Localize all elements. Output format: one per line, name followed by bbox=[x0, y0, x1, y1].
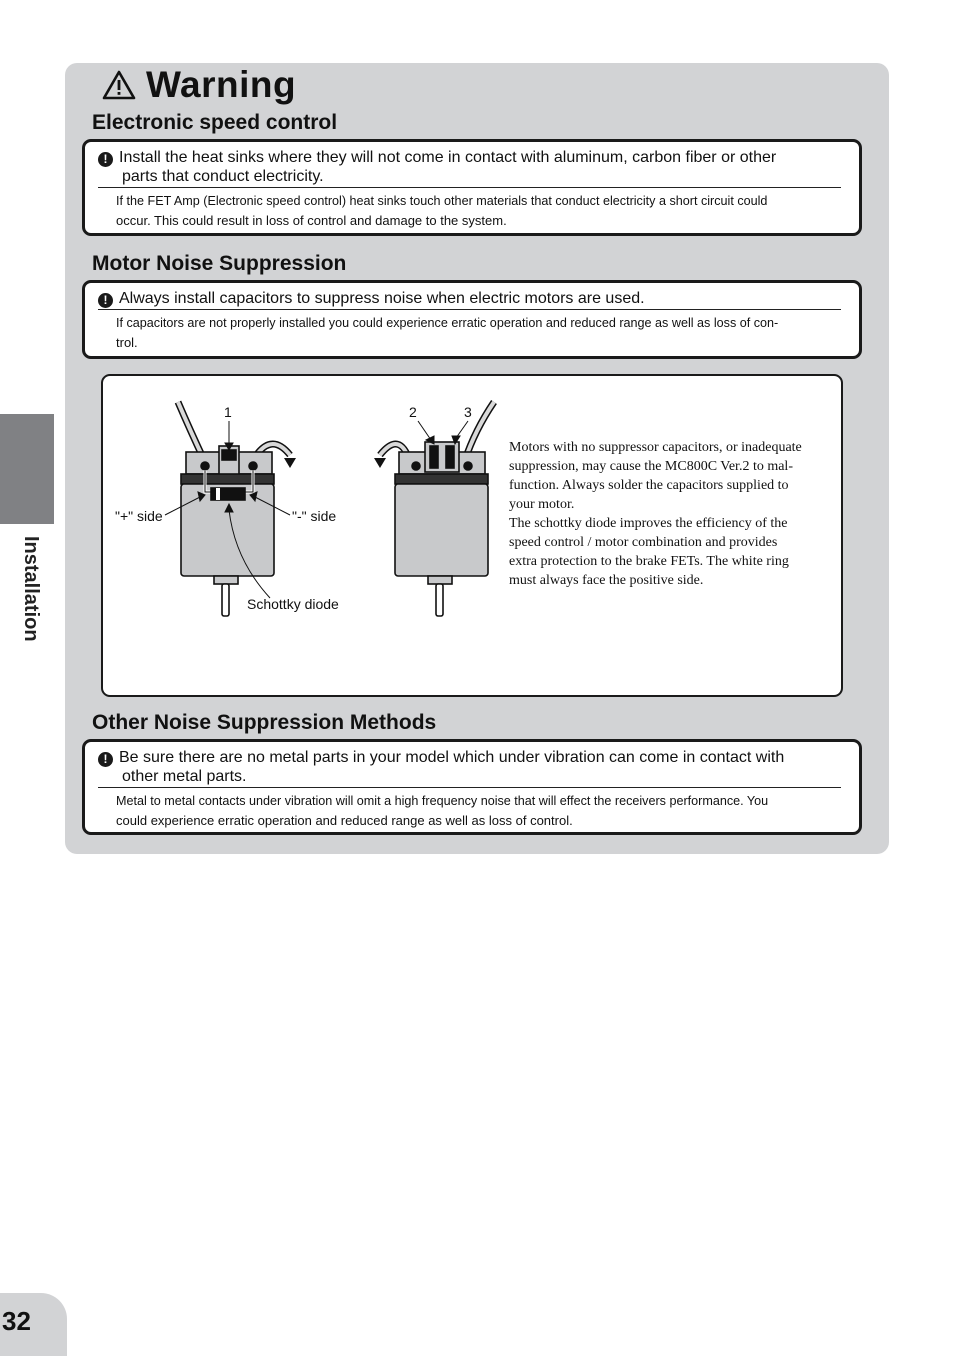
exclamation-icon: ! bbox=[98, 752, 113, 767]
side-tab-text: Installation bbox=[20, 536, 42, 642]
motor-main-line1: Always install capacitors to suppress noise when electric motors are used. bbox=[119, 290, 645, 307]
exclamation-icon: ! bbox=[98, 293, 113, 308]
diagram-label-3: 3 bbox=[464, 404, 472, 420]
diagram-text-line: function. Always solder the capacitors supplied to bbox=[509, 478, 789, 493]
exclamation-icon: ! bbox=[98, 152, 113, 167]
other-sub-text bbox=[116, 792, 841, 830]
other-sub-line2: could experience erratic operation and reduced range as well as loss of control. bbox=[116, 813, 573, 828]
other-sub-line1: Metal to metal contacts under vibration will omit a high frequency noise that will effect the receivers performance. You bbox=[116, 794, 769, 808]
esc-main-line1: Install the heat sinks where they will not come in contact with aluminum, carbon fiber or other bbox=[119, 149, 777, 166]
section-side-tab bbox=[0, 414, 54, 524]
diagram-text-line: Motors with no suppressor capacitors, or inadequate bbox=[509, 440, 802, 455]
other-main-text bbox=[98, 748, 841, 788]
other-warning-box bbox=[82, 739, 862, 835]
diagram-label-1: 1 bbox=[224, 404, 232, 420]
esc-main-line2: parts that conduct electricity. bbox=[122, 168, 324, 185]
esc-heading: Electronic speed control bbox=[92, 111, 338, 134]
esc-sub-line2: occur. This could result in loss of control and damage to the system. bbox=[116, 213, 507, 228]
diagram-text-line: extra protection to the brake FETs. The white ring bbox=[509, 554, 789, 569]
motor-sub-line2: trol. bbox=[116, 335, 138, 350]
minus-side-label: "-" side bbox=[292, 508, 337, 524]
esc-sub-line1: If the FET Amp (Electronic speed control) heat sinks touch other materials that conduct electricity a short circuit could bbox=[116, 194, 768, 208]
plus-side-label: "+" side bbox=[115, 508, 163, 524]
diagram-text-line: speed control / motor combination and provides bbox=[509, 535, 778, 550]
diagram-description bbox=[509, 438, 829, 590]
page-number: 32 bbox=[2, 1306, 31, 1336]
schottky-diode-label: Schottky diode bbox=[247, 596, 339, 612]
other-heading: Other Noise Suppression Methods bbox=[92, 711, 437, 734]
diagram-text-line: must always face the positive side. bbox=[509, 573, 704, 588]
motor-sub-line1: If capacitors are not properly installed you could experience erratic operation and reduced range as well as loss of con- bbox=[116, 316, 779, 330]
side-tab-label bbox=[20, 536, 72, 656]
diagram-text-line: your motor. bbox=[509, 497, 575, 512]
other-main-line1: Be sure there are no metal parts in your model which under vibration can come in contact with bbox=[119, 749, 785, 766]
motor-heading: Motor Noise Suppression bbox=[92, 252, 347, 275]
warning-title-text: Warning bbox=[146, 64, 297, 105]
diagram-label-2: 2 bbox=[409, 404, 417, 420]
other-main-line2: other metal parts. bbox=[122, 768, 247, 785]
motor-right bbox=[374, 402, 494, 616]
diagram-text-line: The schottky diode improves the efficiency of the bbox=[509, 516, 788, 531]
diagram-text-line: suppression, may cause the MC800C Ver.2 to mal- bbox=[509, 459, 793, 474]
